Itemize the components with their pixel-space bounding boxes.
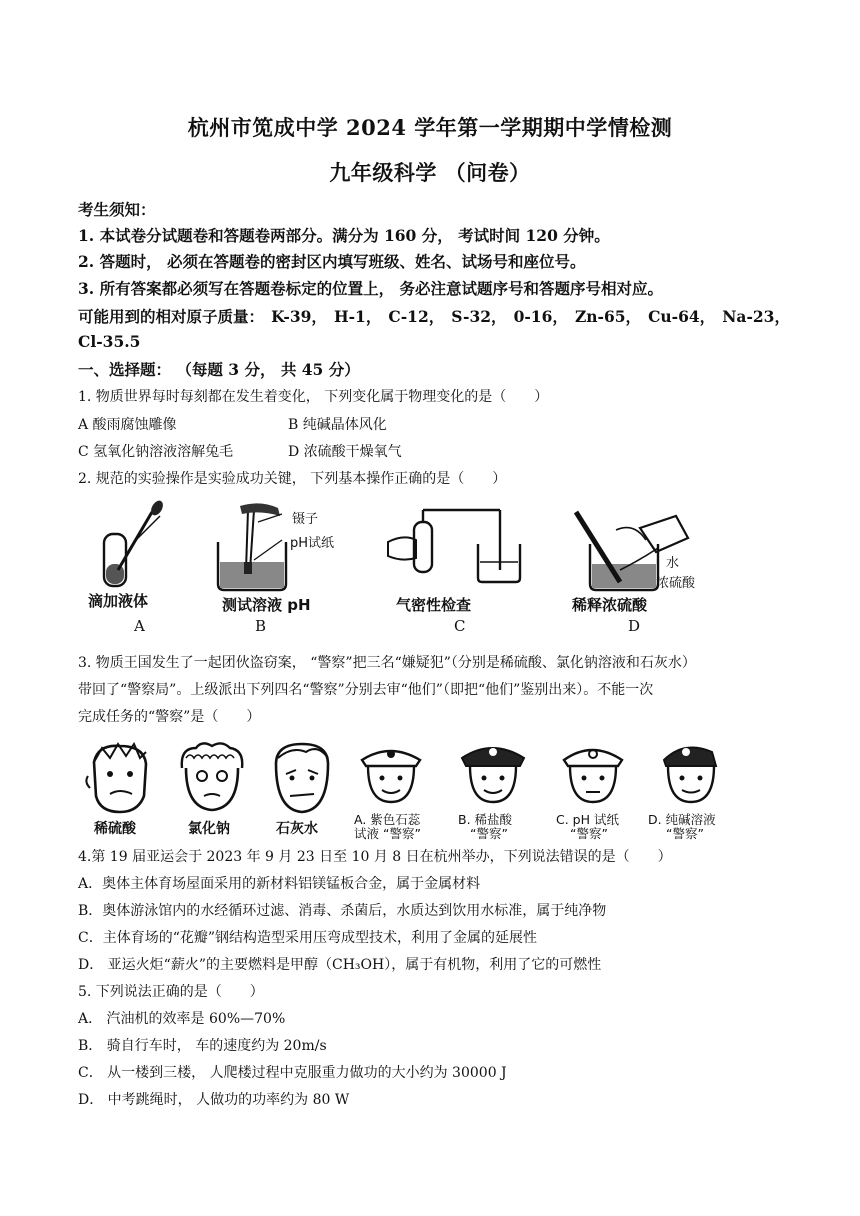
suspect-1	[80, 738, 160, 837]
q2-callout-conc-acid: 浓硫酸	[656, 576, 696, 591]
police-b-line2: “警察”	[470, 826, 508, 841]
police-c-line2: “警察”	[570, 826, 608, 841]
q1-option-d: D 浓硫酸干燥氧气	[288, 444, 402, 460]
question-5-stem: 5. 下列说法正确的是（ ）	[78, 984, 264, 1000]
q2-figure-c	[382, 500, 532, 640]
police-a-line2: 试液 “警察”	[354, 826, 421, 841]
q2-figure-b-letter: B	[255, 617, 267, 635]
ph-test-illustration	[210, 500, 360, 640]
q2-figure-b-caption: 测试溶液 pH	[222, 596, 311, 614]
police-b	[452, 738, 534, 841]
atomic-mass: K-39，	[271, 307, 327, 326]
q2-figure-c-letter: C	[454, 617, 466, 635]
police-d	[648, 738, 732, 841]
q4-option-a: A．奥体主体育场屋面采用的新材料铝镁锰板合金，属于金属材料	[78, 876, 481, 892]
suspect-3	[262, 738, 342, 837]
question-3-stem: 带回了“警察局”。上级派出下列四名“警察”分别去审“他们”（即把“他们”鉴别出来）。不能一次	[78, 682, 654, 698]
notice-item: 1. 本试卷分试题卷和答题卷两部分。满分为 160 分， 考试时间 120 分钟。	[78, 226, 610, 245]
q2-figure-d-caption: 稀释浓硫酸	[572, 596, 648, 614]
suspect-1-label: 稀硫酸	[94, 821, 136, 837]
exam-title: 杭州市笕成中学 2024 学年第一学期期中学情检测	[187, 115, 673, 140]
suspect-face-icon	[262, 738, 342, 818]
atomic-mass-tail: Cl-35.5	[78, 332, 141, 351]
suspect-face-icon	[80, 738, 160, 818]
q5-option-d: D． 中考跳绳时， 人做功的功率约为 80 W	[78, 1092, 350, 1108]
police-c-line1: C. pH 试纸	[556, 812, 619, 827]
atomic-mass: 0-16，	[513, 307, 568, 326]
police-d-line1: D. 纯碱溶液	[648, 812, 716, 827]
q2-figure-b	[210, 500, 360, 640]
police-b-line1: B. 稀盐酸	[458, 812, 513, 827]
police-officer-icon	[452, 738, 534, 810]
notice-item: 2. 答题时， 必须在答题卷的密封区内填写班级、姓名、试场号和座位号。	[78, 252, 586, 271]
question-3-stem: 3. 物质王国发生了一起团伙盗窃案， “警察”把三名“嫌疑犯”（分别是稀硫酸、氯化钠溶液和石灰水）	[78, 655, 696, 671]
suspect-2	[172, 738, 252, 837]
police-a	[350, 738, 432, 841]
q1-option-c: C 氢氧化钠溶液溶解兔毛	[78, 444, 234, 460]
suspect-2-label: 氯化钠	[188, 821, 230, 837]
q2-figure-a	[78, 500, 208, 640]
q4-option-c: C．主体育场的“花瓣”钢结构造型采用压弯成型技术，利用了金属的延展性	[78, 930, 538, 946]
q4-option-b: B．奥体游泳馆内的水经循环过滤、消毒、杀菌后，水质达到饮用水标准，属于纯净物	[78, 903, 607, 919]
atomic-mass: H-1，	[333, 307, 382, 326]
suspect-face-icon	[172, 738, 252, 818]
atomic-mass: C-12，	[388, 307, 445, 326]
q5-option-b: B． 骑自行车时， 车的速度约为 20m/s	[78, 1038, 327, 1054]
police-officer-icon	[350, 738, 432, 810]
question-4-stem: 4.第 19 届亚运会于 2023 年 9 月 23 日至 10 月 8 日在杭州举办，下列说法错误的是（ ）	[78, 849, 672, 865]
atomic-mass-row	[78, 305, 790, 327]
q2-figure-a-caption: 滴加液体	[88, 592, 149, 610]
notice-item: 3. 所有答案都必须写在答题卷标定的位置上， 务必注意试题序号和答题序号相对应。	[78, 279, 663, 298]
atomic-mass: Cu-64，	[648, 307, 716, 326]
atomic-mass: Zn-65，	[574, 307, 642, 326]
police-a-line1: A. 紫色石蕊	[354, 812, 421, 827]
atomic-mass-label: 可能用到的相对原子质量：	[78, 307, 265, 326]
q2-figure-c-caption: 气密性检查	[396, 596, 472, 614]
q2-figure-a-letter: A	[134, 617, 145, 635]
q5-option-c: C． 从一楼到三楼， 人爬楼过程中克服重力做功的大小约为 30000 J	[78, 1065, 507, 1081]
q5-option-a: A． 汽油机的效率是 60%—70%	[78, 1011, 286, 1027]
q2-figure-d	[560, 500, 720, 640]
suspect-3-label: 石灰水	[276, 821, 318, 837]
notice-heading: 考生须知：	[78, 200, 156, 219]
police-officer-icon	[650, 738, 732, 810]
q2-figure-d-letter: D	[628, 617, 641, 635]
q2-callout-tweezers: 镊子	[292, 512, 319, 527]
police-d-line2: “警察”	[666, 826, 704, 841]
q1-option-b: B 纯碱晶体风化	[288, 417, 387, 433]
police-c	[552, 738, 634, 841]
question-2-stem: 2. 规范的实验操作是实验成功关键， 下列基本操作正确的是（ ）	[78, 471, 507, 487]
q2-callout-water: 水	[666, 556, 680, 571]
question-3-stem: 完成任务的“警察”是（ ）	[78, 709, 261, 725]
q2-callout-ph-paper: pH试纸	[290, 536, 335, 551]
atomic-mass: Na-23，	[722, 307, 790, 326]
section-heading: 一、选择题： （每题 3 分， 共 45 分）	[78, 360, 360, 379]
atomic-mass: S-32，	[451, 307, 507, 326]
question-1-stem: 1. 物质世界每时每刻都在发生着变化， 下列变化属于物理变化的是（ ）	[78, 389, 549, 405]
police-officer-icon	[552, 738, 634, 810]
q4-option-d: D． 亚运火炬“薪火”的主要燃料是甲醇（CH₃OH），属于有机物，利用了它的可燃性	[78, 957, 602, 973]
exam-subtitle: 九年级科学 （问卷）	[329, 160, 531, 185]
q1-option-a: A 酸雨腐蚀雕像	[78, 417, 177, 433]
